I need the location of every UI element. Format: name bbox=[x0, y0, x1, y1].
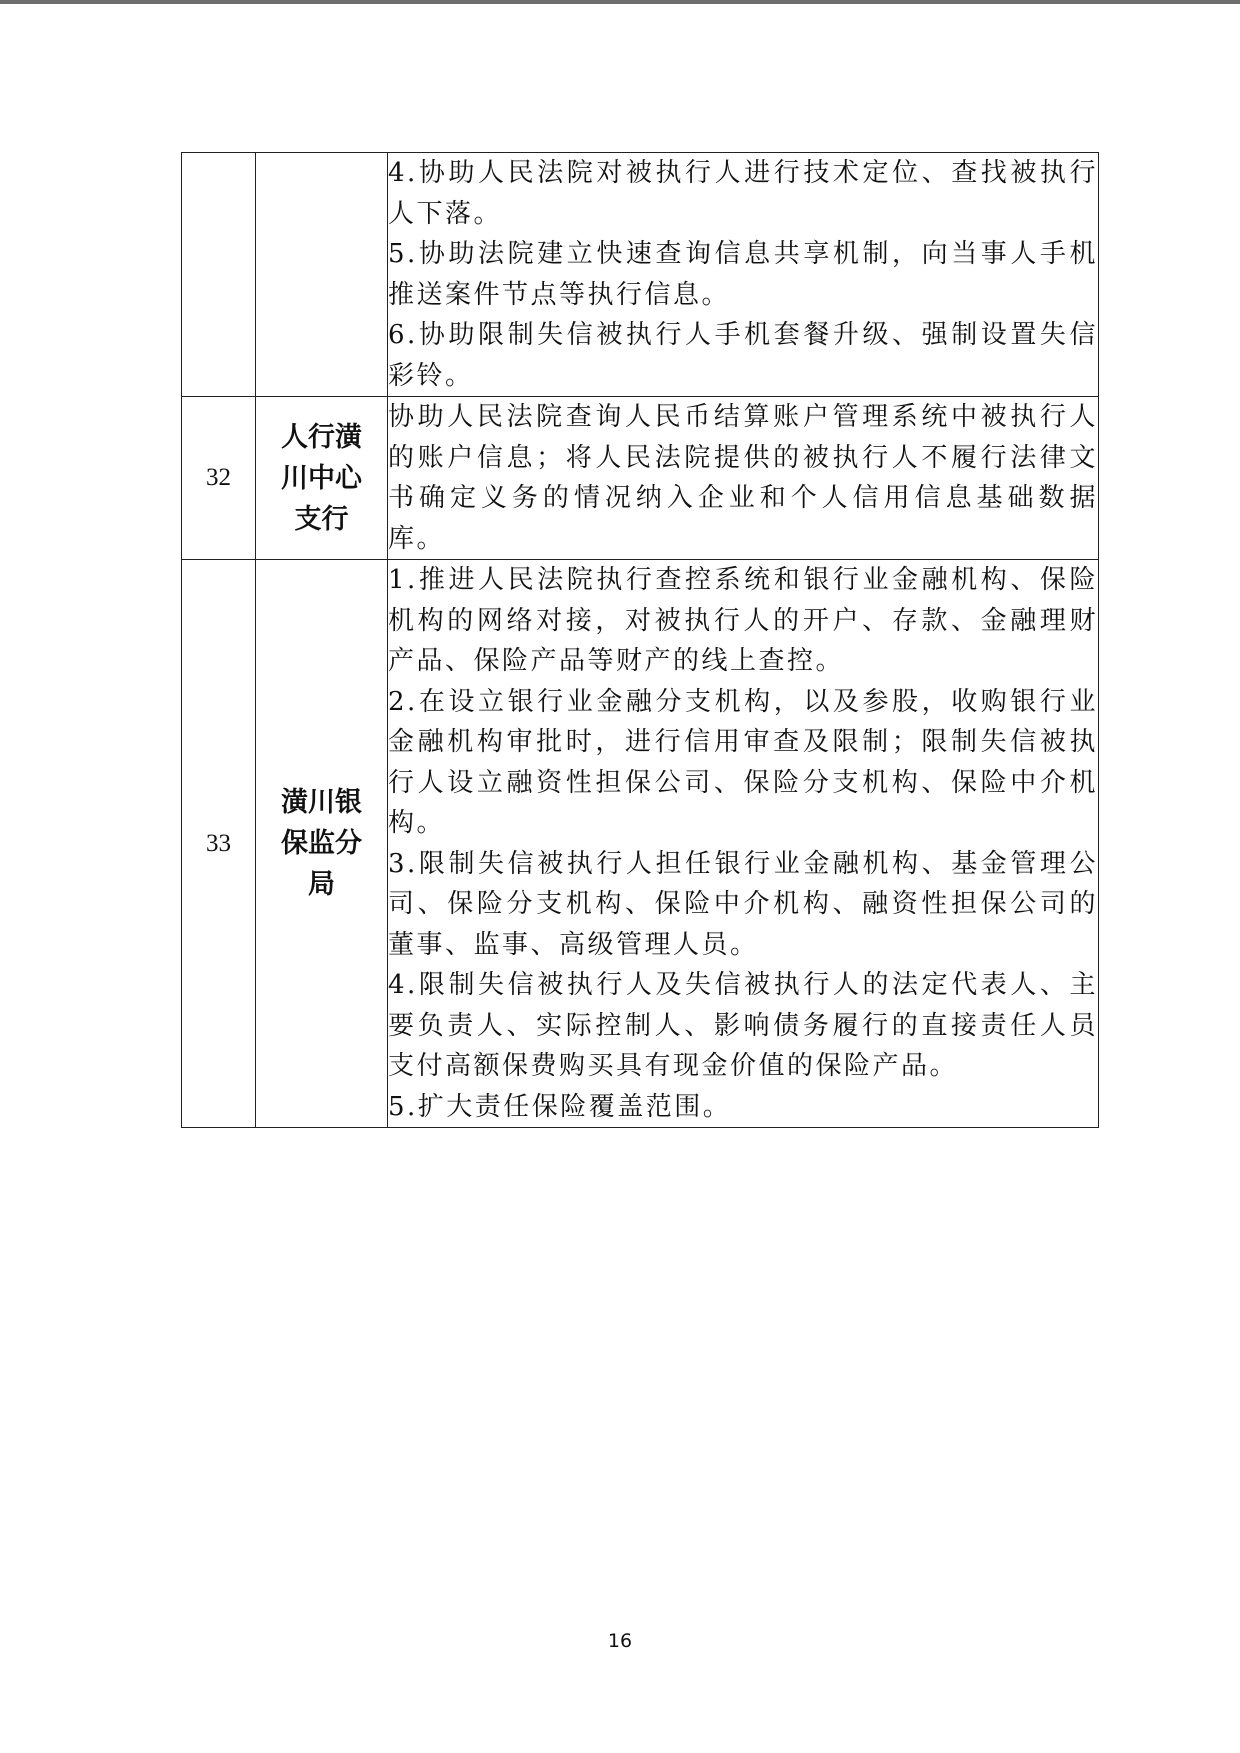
page-number: 16 bbox=[607, 1630, 633, 1652]
duty-item: 5.扩大责任保险覆盖范围。 bbox=[388, 1091, 732, 1122]
department-name-line: 保监分 bbox=[281, 828, 362, 859]
department-cell bbox=[256, 560, 388, 1128]
duty-item: 协助人民法院查询人民币结算账户管理系统中被执行人的账户信息；将人民法院提供的被执行人不履行法律文书确定义务的情况纳入企业和个人信用信息基础数据库。 bbox=[388, 402, 1098, 554]
table-row bbox=[182, 560, 1099, 1128]
department-name-line: 川中心 bbox=[281, 462, 362, 494]
table-row bbox=[182, 397, 1099, 560]
row-number-cell: 32 bbox=[182, 397, 256, 560]
duty-table bbox=[181, 152, 1099, 1128]
duty-item: 6.协助限制失信被执行人手机套餐升级、强制设置失信彩铃。 bbox=[388, 320, 1098, 391]
department-name-line: 潢川银 bbox=[281, 787, 362, 818]
department-cell bbox=[256, 397, 388, 560]
duty-item: 3.限制失信被执行人担任银行业金融机构、基金管理公司、保险分支机构、保险中介机构、融资性担保公司的董事、监事、高级管理人员。 bbox=[388, 848, 1098, 960]
department-name-line: 支行 bbox=[294, 503, 349, 535]
duty-item: 2.在设立银行业金融分支机构，以及参股，收购银行业金融机构审批时，进行信用审查及限制；限制失信被执行人设立融资性担保公司、保险分支机构、保险中介机构。 bbox=[388, 686, 1098, 838]
duty-cell bbox=[388, 153, 1099, 397]
row-number-cell bbox=[182, 153, 256, 397]
scan-top-edge bbox=[0, 0, 1240, 4]
department-name-line: 局 bbox=[308, 869, 335, 900]
duty-item: 5.协助法院建立快速查询信息共享机制，向当事人手机推送案件节点等执行信息。 bbox=[388, 239, 1098, 310]
row-number-cell: 33 bbox=[182, 560, 256, 1128]
department-cell bbox=[256, 153, 388, 397]
duty-cell bbox=[388, 397, 1099, 560]
table-row bbox=[182, 153, 1099, 397]
duty-item: 1.推进人民法院执行查控系统和银行业金融机构、保险机构的网络对接，对被执行人的开户、存款、金融理财产品、保险产品等财产的线上查控。 bbox=[388, 565, 1098, 676]
department-name-line: 人行潢 bbox=[281, 421, 362, 453]
duty-item: 4.协助人民法院对被执行人进行技术定位、查找被执行人下落。 bbox=[388, 158, 1098, 229]
duty-item: 4.限制失信被执行人及失信被执行人的法定代表人、主要负责人、实际控制人、影响债务履行的直接责任人员支付高额保费购买具有现金价值的保险产品。 bbox=[388, 970, 1098, 1081]
duty-cell bbox=[388, 560, 1099, 1128]
